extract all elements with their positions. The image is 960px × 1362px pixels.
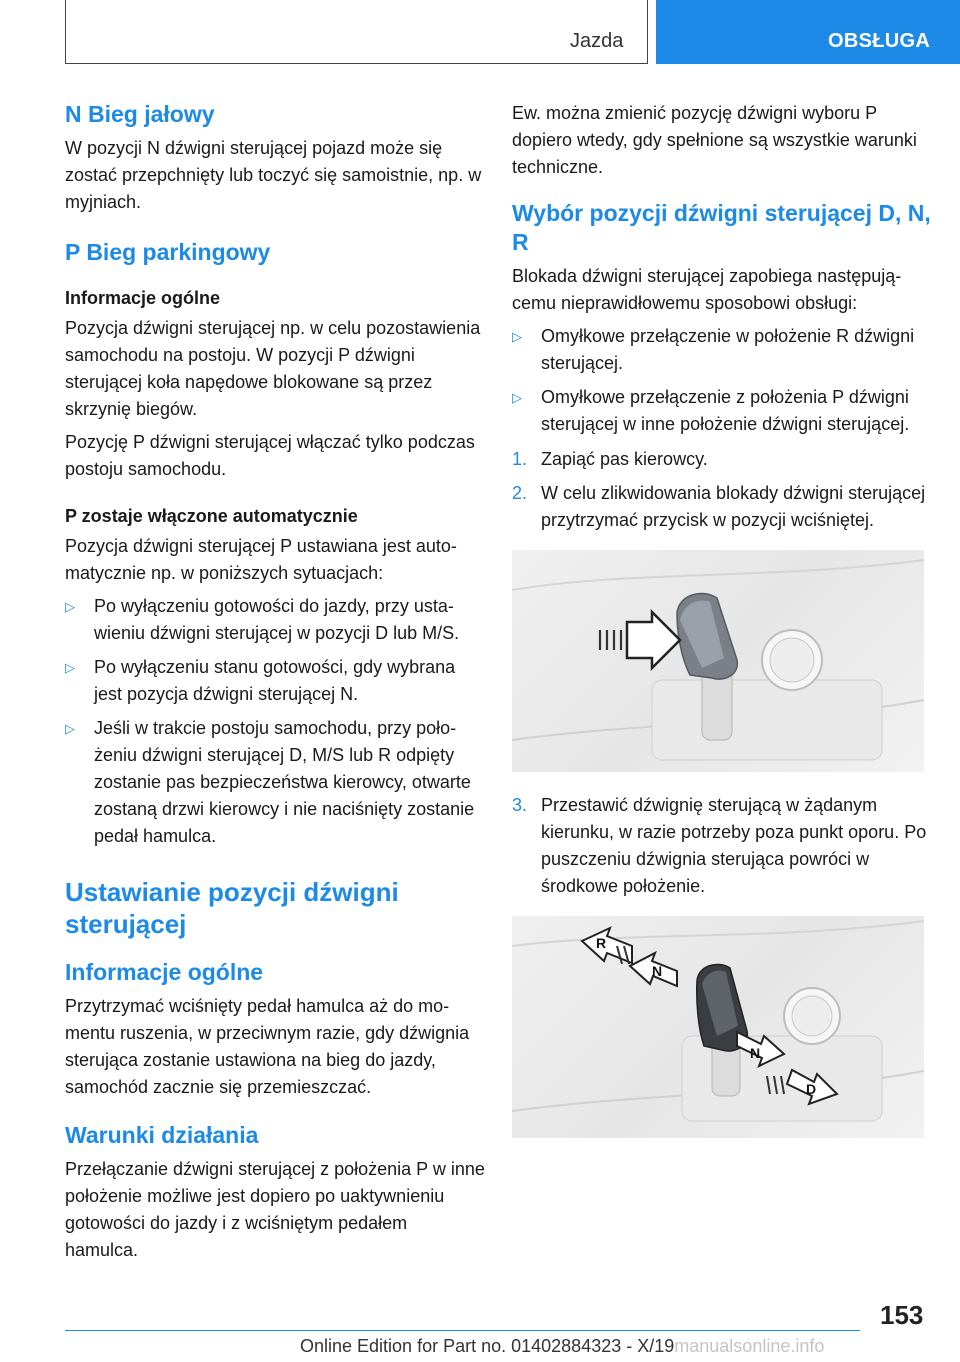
gear-selector-illustration-1 <box>512 550 924 772</box>
triangle-right-icon: ▷ <box>512 329 522 344</box>
triangle-right-icon: ▷ <box>65 660 75 675</box>
auto-p-text: Pozycja dźwigni sterującej P ustawiana jest automatycznie np. w poniższych sytuacjach: <box>65 536 457 583</box>
heading-n-neutral: N Bieg jałowy <box>65 101 215 127</box>
step-item: 2. W celu zlikwidowania blokady dźwigni sterującej przytrzymać przycisk w pozycji wciśniętej. <box>512 480 932 534</box>
heading-set-position: Ustawianie pozycji dźwigni sterującej <box>65 877 399 939</box>
list-item: ▷ Po wyłączeniu gotowości do jazdy, przy ustawieniu dźwigni sterującej w pozycji D lub M/S. <box>65 593 485 647</box>
subheading-auto-p: P zostaje włączone automatycznie <box>65 506 358 526</box>
figure-unlock-button <box>512 550 924 772</box>
step-item: 1. Zapiąć pas kierowcy. <box>512 446 932 473</box>
conditions-text: Przełączanie dźwigni sterującej z położenia P w inne położenie możliwe jest dopiero po uaktywnieniu gotowości do jazdy i z wciśniętym pedałem hamulca. <box>65 1159 485 1260</box>
header-box <box>65 0 648 64</box>
triangle-right-icon: ▷ <box>65 599 75 614</box>
step-number: 3. <box>512 795 528 815</box>
park-text-1: Pozycja dźwigni sterującej np. w celu pozostawienia samochodu na postoju. W pozycji P dźwigni sterującej koła napędowe blokowane są przez skrzynię biegów. <box>65 318 481 419</box>
list-item: ▷ Jeśli w trakcie postoju samochodu, przy położeniu dźwigni sterującej D, M/S lub R odpięty zostanie pas bezpieczeństwa kierowcy, otwarte zostaną drzwi kierowcy i nie naciśnięty zostanie pedał hamulca. <box>65 715 485 850</box>
triangle-right-icon: ▷ <box>512 390 522 405</box>
right-column <box>512 100 932 1158</box>
lock-list <box>512 323 932 438</box>
step-number: 2. <box>512 483 528 503</box>
auto-p-list <box>65 593 485 850</box>
figure-gear-directions <box>512 916 924 1138</box>
list-item: ▷ Omyłkowe przełączenie z położenia P dźwigni sterującej w inne położenie dźwigni sterującej. <box>512 384 932 438</box>
footer-edition <box>300 1336 824 1357</box>
edition-text: Online Edition for Part no. 01402884323 - X/19 <box>300 1336 675 1356</box>
list-item: ▷ Po wyłączeniu stanu gotowości, gdy wybrana jest pozycja dźwigni sterującej N. <box>65 654 485 708</box>
gear-label-n-up: N <box>652 963 663 979</box>
step-item: 3. Przestawić dźwignię sterującą w żądanym kierunku, w razie potrzeby poza punkt oporu. Po puszczeniu dźwignia sterująca powróci w środkowe położenie. <box>512 792 932 900</box>
header-section: Jazda <box>570 30 624 52</box>
park-text-2: Pozycję P dźwigni sterującej włączać tylko podczas postoju samochodu. <box>65 432 475 479</box>
watermark: manualsonline.info <box>674 1336 825 1356</box>
gear-label-r: R <box>596 935 607 951</box>
footer-divider <box>65 1330 860 1331</box>
general-info-text: Przytrzymać wciśnięty pedał hamulca aż do momentu ruszenia, w przeciwnym razie, gdy dźwignia sterująca zostanie ustawiona na bieg do jazdy, samochód zacznie się przemieszczać. <box>65 996 470 1097</box>
heading-general-info: Informacje ogólne <box>65 959 264 985</box>
steps-list-2 <box>512 792 932 900</box>
steps-list <box>512 446 932 534</box>
subheading-general-info: Informacje ogólne <box>65 288 221 308</box>
heading-select-dnr: Wybór pozycji dźwigni sterującej D, N, R <box>512 200 931 255</box>
left-column <box>65 100 485 1270</box>
page-number: 153 <box>880 1300 924 1330</box>
heading-p-park: P Bieg parkingowy <box>65 239 271 265</box>
gear-label-n-down: N <box>750 1045 761 1061</box>
heading-conditions: Warunki działania <box>65 1122 259 1148</box>
n-neutral-text: W pozycji N dźwigni sterującej pojazd może się zostać przepchnięty lub toczyć się samoistnie, np. w myjniach. <box>65 138 482 212</box>
list-item: ▷ Omyłkowe przełączenie w położenie R dźwigni sterującej. <box>512 323 932 377</box>
select-dnr-text: Blokada dźwigni sterującej zapobiega następującemu nieprawidłowemu sposobowi obsługi: <box>512 266 902 313</box>
gear-selector-illustration-2 <box>512 916 924 1138</box>
gear-label-d: D <box>806 1081 817 1097</box>
triangle-right-icon: ▷ <box>65 721 75 736</box>
step-number: 1. <box>512 449 528 469</box>
header-tab: OBSŁUGA <box>828 30 931 52</box>
intro-text: Ew. można zmienić pozycję dźwigni wyboru P dopiero wtedy, gdy spełnione są wszystkie warunki techniczne. <box>512 103 917 177</box>
